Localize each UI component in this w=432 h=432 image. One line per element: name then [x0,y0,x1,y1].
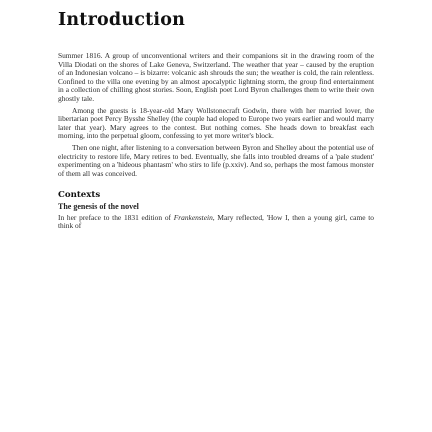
paragraph-1: Summer 1816. A group of unconventional writers and their companions sit in the drawing room of the Villa Diodati on the shores of Lake Geneva, Switzerland. The weather that year – caused by the eruption of an Indonesian volcano – is bizarre: volcanic ash shrouds the sun; the weather is cold, the rain relentless. Confined to the villa one evening by an almost apocalyptic lightning storm, the group find entertainment in a collection of chilling ghost stories. Soon, English poet Lord Byron challenges them to write their own ghostly tale. [58,51,374,103]
section-text-after: , Mary reflected, 'How I, then a young girl, came to think of [58,212,374,231]
section-paragraph [58,214,374,231]
page-title: Introduction [58,10,186,30]
section-subheading: The genesis of the novel [58,202,139,212]
paragraph-2: Among the guests is 18-year-old Mary Wollstonecraft Godwin, there with her married lover, the libertarian poet Percy Bysshe Shelley (the couple had eloped to Europe two years earlier and would marry later that year). Mary agrees to the contest. But nothing comes. She heads down to breakfast each morning, into the perpetual gloom, confessing to yet more writer's block. [58,105,374,141]
document-page [58,10,374,234]
section-text-before: In her preface to the 1831 edition of [58,212,174,222]
book-title-italic: Frankenstein [173,212,213,222]
section-heading: Contexts [58,190,101,201]
paragraph-3: Then one night, after listening to a conversation between Byron and Shelley about the potential use of electricity to restore life, Mary retires to bed. Eventually, she falls into troubled dreams of a 'pale student' experimenting on a 'hideous phantasm' who stirs to life (p.xxiv). And so, perhaps the most famous monster of them all was conceived. [58,142,374,178]
